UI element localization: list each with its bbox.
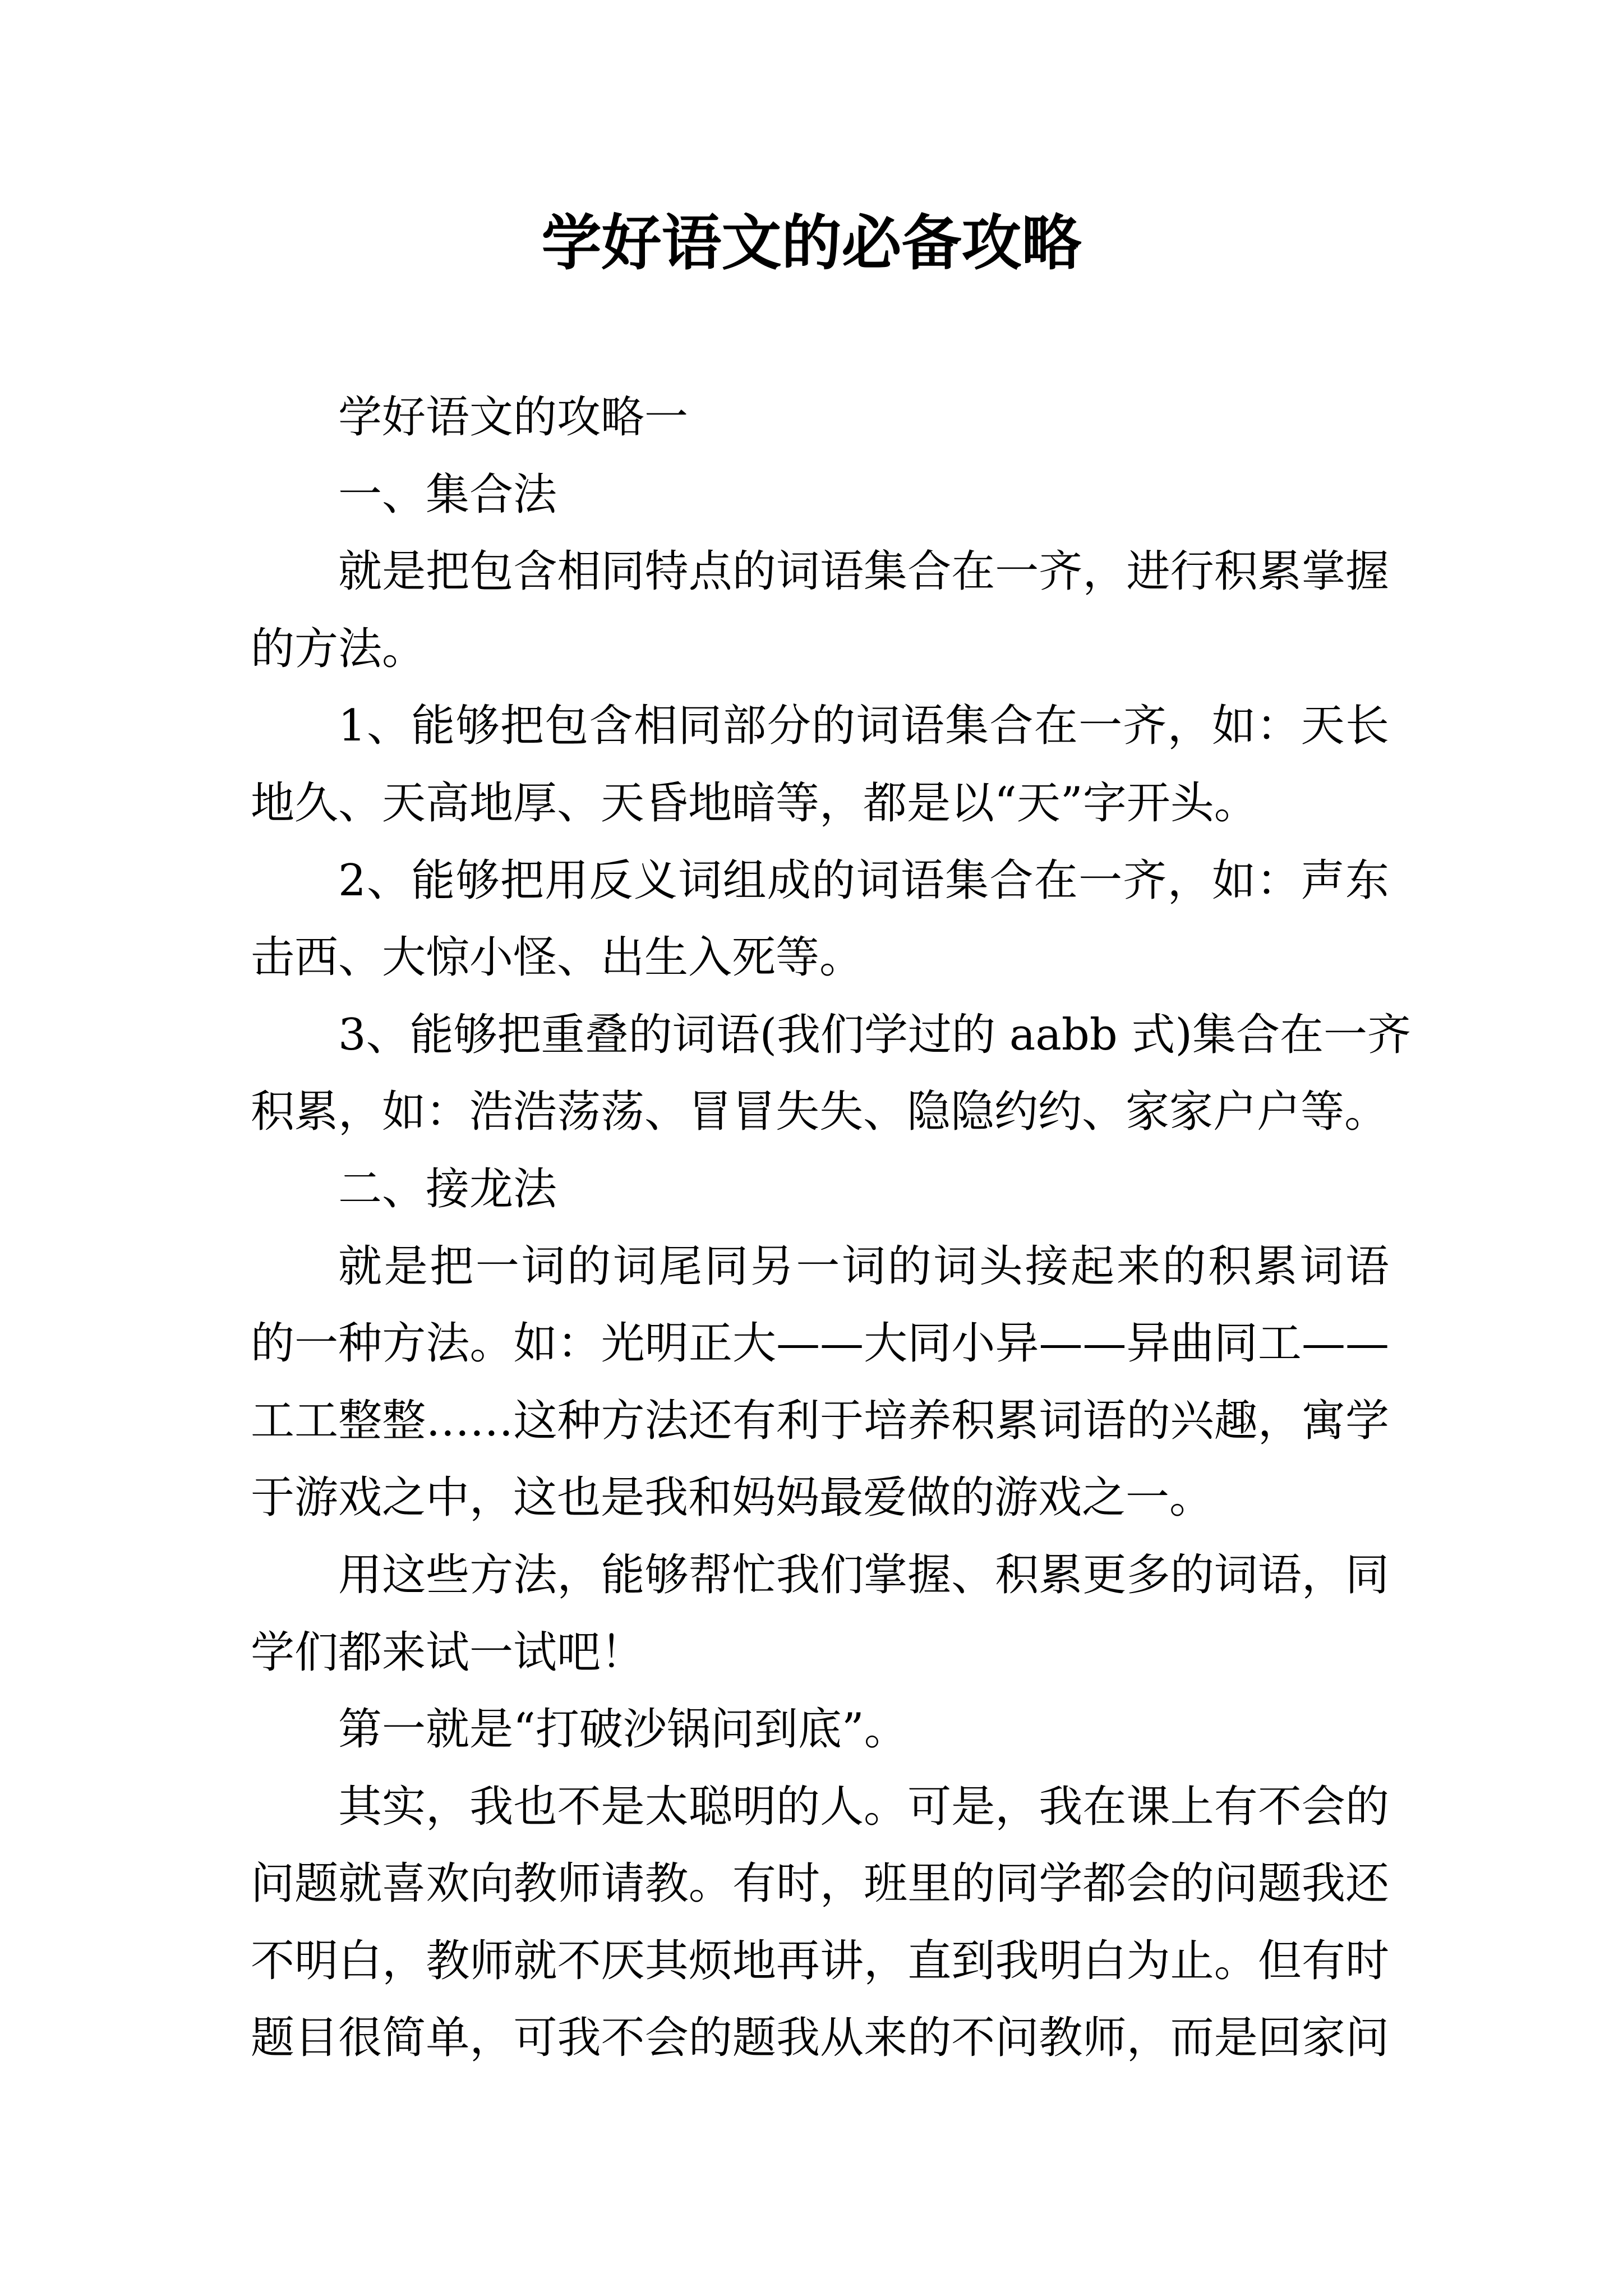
text-line: 问题就喜欢向教师请教。有时，班里的同学都会的问题我还 bbox=[251, 1858, 1389, 1910]
document-title: 学好语文的必备攻略 bbox=[541, 208, 1082, 278]
paragraph-section-heading-2 bbox=[251, 1151, 1389, 1228]
document-body bbox=[251, 379, 1411, 2077]
text-line: 学们都来试一试吧！ bbox=[251, 1627, 645, 1678]
text-line: 2、能够把用反义词组成的词语集合在一齐，如：声东 bbox=[338, 855, 1389, 906]
paragraph bbox=[251, 1691, 1389, 1769]
text-line: 题目很简单，可我不会的题我从来的不问教师，而是回家问 bbox=[251, 2013, 1389, 2064]
paragraph bbox=[251, 997, 1411, 1151]
text-line: 击西、大惊小怪、出生入死等。 bbox=[251, 932, 864, 983]
text-line: 就是把包含相同特点的词语集合在一齐，进行积累掌握 bbox=[338, 546, 1389, 597]
paragraph bbox=[251, 843, 1389, 997]
text-line: 第一就是“打破沙锅问到底”。 bbox=[338, 1704, 908, 1755]
text-line: 就是把一词的词尾同另一词的词头接起来的积累词语 bbox=[338, 1241, 1389, 1292]
text-line: 其实，我也不是太聪明的人。可是，我在课上有不会的 bbox=[338, 1781, 1389, 1832]
paragraph-strategy-heading bbox=[251, 379, 1389, 457]
text-line: 1、能够把包含相同部分的词语集合在一齐，如：天长 bbox=[338, 701, 1389, 752]
text-line: 3、能够把重叠的词语(我们学过的 aabb 式)集合在一齐 bbox=[338, 1009, 1411, 1060]
text-line: 积累，如：浩浩荡荡、冒冒失失、隐隐约约、家家户户等。 bbox=[251, 1087, 1389, 1138]
paragraph bbox=[251, 688, 1389, 842]
paragraph bbox=[251, 533, 1389, 688]
text-line: 于游戏之中，这也是我和妈妈最爱做的游戏之一。 bbox=[251, 1473, 1214, 1524]
paragraph bbox=[251, 1537, 1389, 1691]
text-line: 一、集合法 bbox=[338, 469, 557, 520]
text-line: 的方法。 bbox=[251, 623, 426, 674]
text-line: 二、接龙法 bbox=[338, 1163, 557, 1214]
paragraph-section-heading-1 bbox=[251, 457, 1389, 534]
paragraph bbox=[251, 1228, 1389, 1537]
text-line: 工工整整……这种方法还有利于培养积累词语的兴趣，寓学 bbox=[251, 1395, 1389, 1446]
text-line: 学好语文的攻略一 bbox=[338, 392, 689, 443]
text-line: 不明白，教师就不厌其烦地再讲，直到我明白为止。但有时 bbox=[251, 1935, 1389, 1986]
text-line: 的一种方法。如：光明正大——大同小异——异曲同工—— bbox=[251, 1318, 1389, 1369]
text-line: 用这些方法，能够帮忙我们掌握、积累更多的词语，同 bbox=[338, 1549, 1389, 1600]
text-line: 地久、天高地厚、天昏地暗等，都是以“天”字开头。 bbox=[251, 777, 1258, 829]
paragraph bbox=[251, 1769, 1389, 2077]
